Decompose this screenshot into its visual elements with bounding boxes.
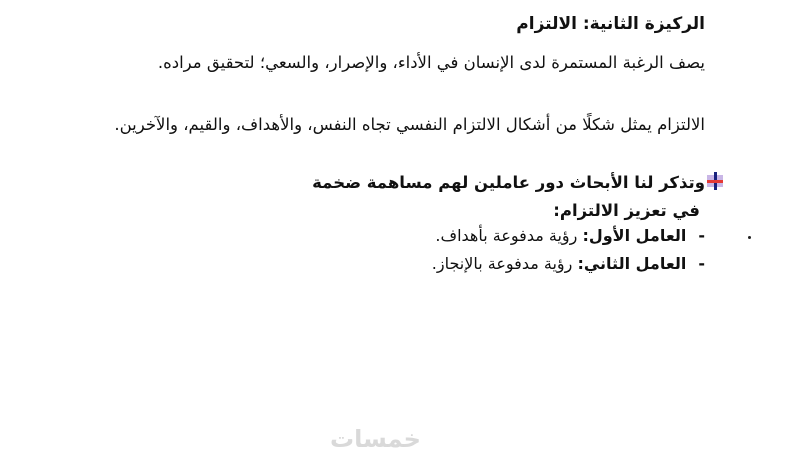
paragraph-desire: يصف الرغبة المستمرة لدى الإنسان في الأداء، والإصرار، والسعي؛ لتحقيق مراده. — [157, 53, 705, 72]
factor-text: رؤية مدفوعة بأهداف. — [435, 226, 583, 245]
bullet-text-line2: في تعزيز الالتزام: — [553, 201, 700, 220]
watermark: خمسات — [330, 425, 421, 453]
paragraph-commitment: الالتزام يمثل شكلًا من أشكال الالتزام النفسي تجاه النفس، والأهداف، والقيم، والآخرين. — [114, 115, 705, 134]
factor-label: العامل الثاني: — [577, 254, 687, 273]
stray-dot — [748, 236, 751, 239]
list-dash: - — [698, 254, 705, 273]
factor-label: العامل الأول: — [582, 226, 687, 245]
list-dash: - — [698, 226, 705, 245]
factor-text: رؤية مدفوعة بالإنجاز. — [431, 254, 578, 273]
section-heading: الركيزة الثانية: الالتزام — [516, 14, 705, 34]
list-item — [435, 222, 705, 250]
list-item — [432, 250, 705, 278]
arrow-bullet-icon — [705, 172, 725, 190]
bullet-text-line1: وتذكر لنا الأبحاث دور عاملين لهم مساهمة ضخمة — [312, 173, 705, 192]
